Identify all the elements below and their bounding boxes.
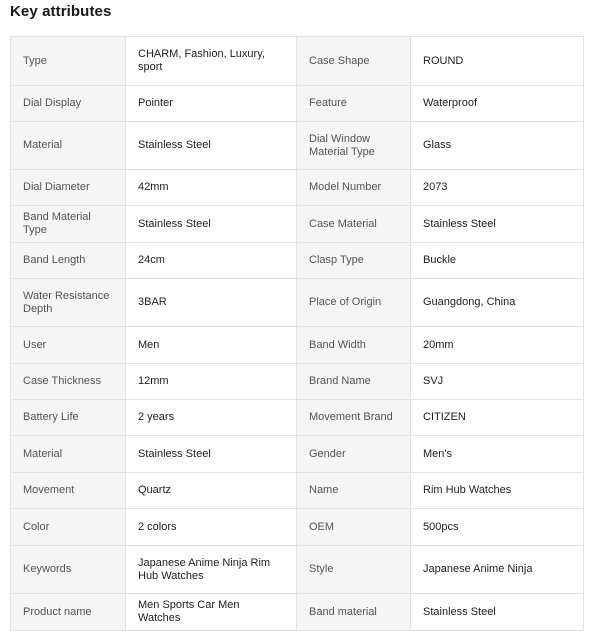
table-row bbox=[11, 206, 584, 243]
attr-label: Water Resistance Depth bbox=[11, 279, 126, 327]
attr-label: Keywords bbox=[11, 546, 126, 594]
table-row bbox=[11, 170, 584, 206]
attr-value: 24cm bbox=[126, 243, 297, 279]
attr-value: Stainless Steel bbox=[411, 206, 584, 243]
table-row bbox=[11, 546, 584, 594]
attr-value: Men Sports Car Men Watches bbox=[126, 594, 297, 631]
attr-label: Case Thickness bbox=[11, 364, 126, 400]
table-body bbox=[11, 37, 584, 631]
attr-value: CHARM, Fashion, Luxury, sport bbox=[126, 37, 297, 86]
attr-value: Buckle bbox=[411, 243, 584, 279]
table-row bbox=[11, 594, 584, 631]
attr-value: ROUND bbox=[411, 37, 584, 86]
attr-value: Guangdong, China bbox=[411, 279, 584, 327]
attr-value: Stainless Steel bbox=[411, 594, 584, 631]
table-row bbox=[11, 509, 584, 546]
attr-value: Japanese Anime Ninja Rim Hub Watches bbox=[126, 546, 297, 594]
attr-label: Movement Brand bbox=[297, 400, 411, 436]
table-row bbox=[11, 37, 584, 86]
table-row bbox=[11, 473, 584, 509]
attr-value: 2073 bbox=[411, 170, 584, 206]
attr-value: 12mm bbox=[126, 364, 297, 400]
table-row bbox=[11, 122, 584, 170]
attr-label: Product name bbox=[11, 594, 126, 631]
attr-label: Band Length bbox=[11, 243, 126, 279]
attr-value: Waterproof bbox=[411, 86, 584, 122]
attr-label: OEM bbox=[297, 509, 411, 546]
attr-label: Clasp Type bbox=[297, 243, 411, 279]
attr-label: Brand Name bbox=[297, 364, 411, 400]
attr-value: 500pcs bbox=[411, 509, 584, 546]
attr-label: Style bbox=[297, 546, 411, 594]
attr-value: Men's bbox=[411, 436, 584, 473]
table-row bbox=[11, 400, 584, 436]
attr-label: Movement bbox=[11, 473, 126, 509]
attr-value: Rim Hub Watches bbox=[411, 473, 584, 509]
attr-label: Band material bbox=[297, 594, 411, 631]
table-row bbox=[11, 243, 584, 279]
attr-label: Case Shape bbox=[297, 37, 411, 86]
attr-label: Color bbox=[11, 509, 126, 546]
attr-label: User bbox=[11, 327, 126, 364]
attr-label: Place of Origin bbox=[297, 279, 411, 327]
table-row bbox=[11, 327, 584, 364]
attr-label: Case Material bbox=[297, 206, 411, 243]
attr-label: Material bbox=[11, 436, 126, 473]
attr-value: Pointer bbox=[126, 86, 297, 122]
attr-value: Quartz bbox=[126, 473, 297, 509]
attr-label: Material bbox=[11, 122, 126, 170]
attr-value: Japanese Anime Ninja bbox=[411, 546, 584, 594]
attr-value: 2 colors bbox=[126, 509, 297, 546]
attr-label: Band Material Type bbox=[11, 206, 126, 243]
attr-value: Stainless Steel bbox=[126, 122, 297, 170]
table-row bbox=[11, 436, 584, 473]
table-row bbox=[11, 279, 584, 327]
attr-label: Band Width bbox=[297, 327, 411, 364]
key-attributes-table bbox=[10, 36, 584, 631]
attr-value: 42mm bbox=[126, 170, 297, 206]
table-row bbox=[11, 86, 584, 122]
attr-label: Dial Display bbox=[11, 86, 126, 122]
attr-value: CITIZEN bbox=[411, 400, 584, 436]
attr-value: Stainless Steel bbox=[126, 436, 297, 473]
attr-value: Stainless Steel bbox=[126, 206, 297, 243]
page-title: Key attributes bbox=[10, 3, 112, 20]
attr-label: Name bbox=[297, 473, 411, 509]
attr-label: Feature bbox=[297, 86, 411, 122]
attr-value: 20mm bbox=[411, 327, 584, 364]
attr-label: Battery Life bbox=[11, 400, 126, 436]
attr-label: Dial Diameter bbox=[11, 170, 126, 206]
table-row bbox=[11, 364, 584, 400]
attr-value: 3BAR bbox=[126, 279, 297, 327]
attr-value: 2 years bbox=[126, 400, 297, 436]
attr-label: Dial Window Material Type bbox=[297, 122, 411, 170]
attr-label: Gender bbox=[297, 436, 411, 473]
attr-label: Type bbox=[11, 37, 126, 86]
attr-label: Model Number bbox=[297, 170, 411, 206]
attr-value: SVJ bbox=[411, 364, 584, 400]
attr-value: Glass bbox=[411, 122, 584, 170]
attr-value: Men bbox=[126, 327, 297, 364]
